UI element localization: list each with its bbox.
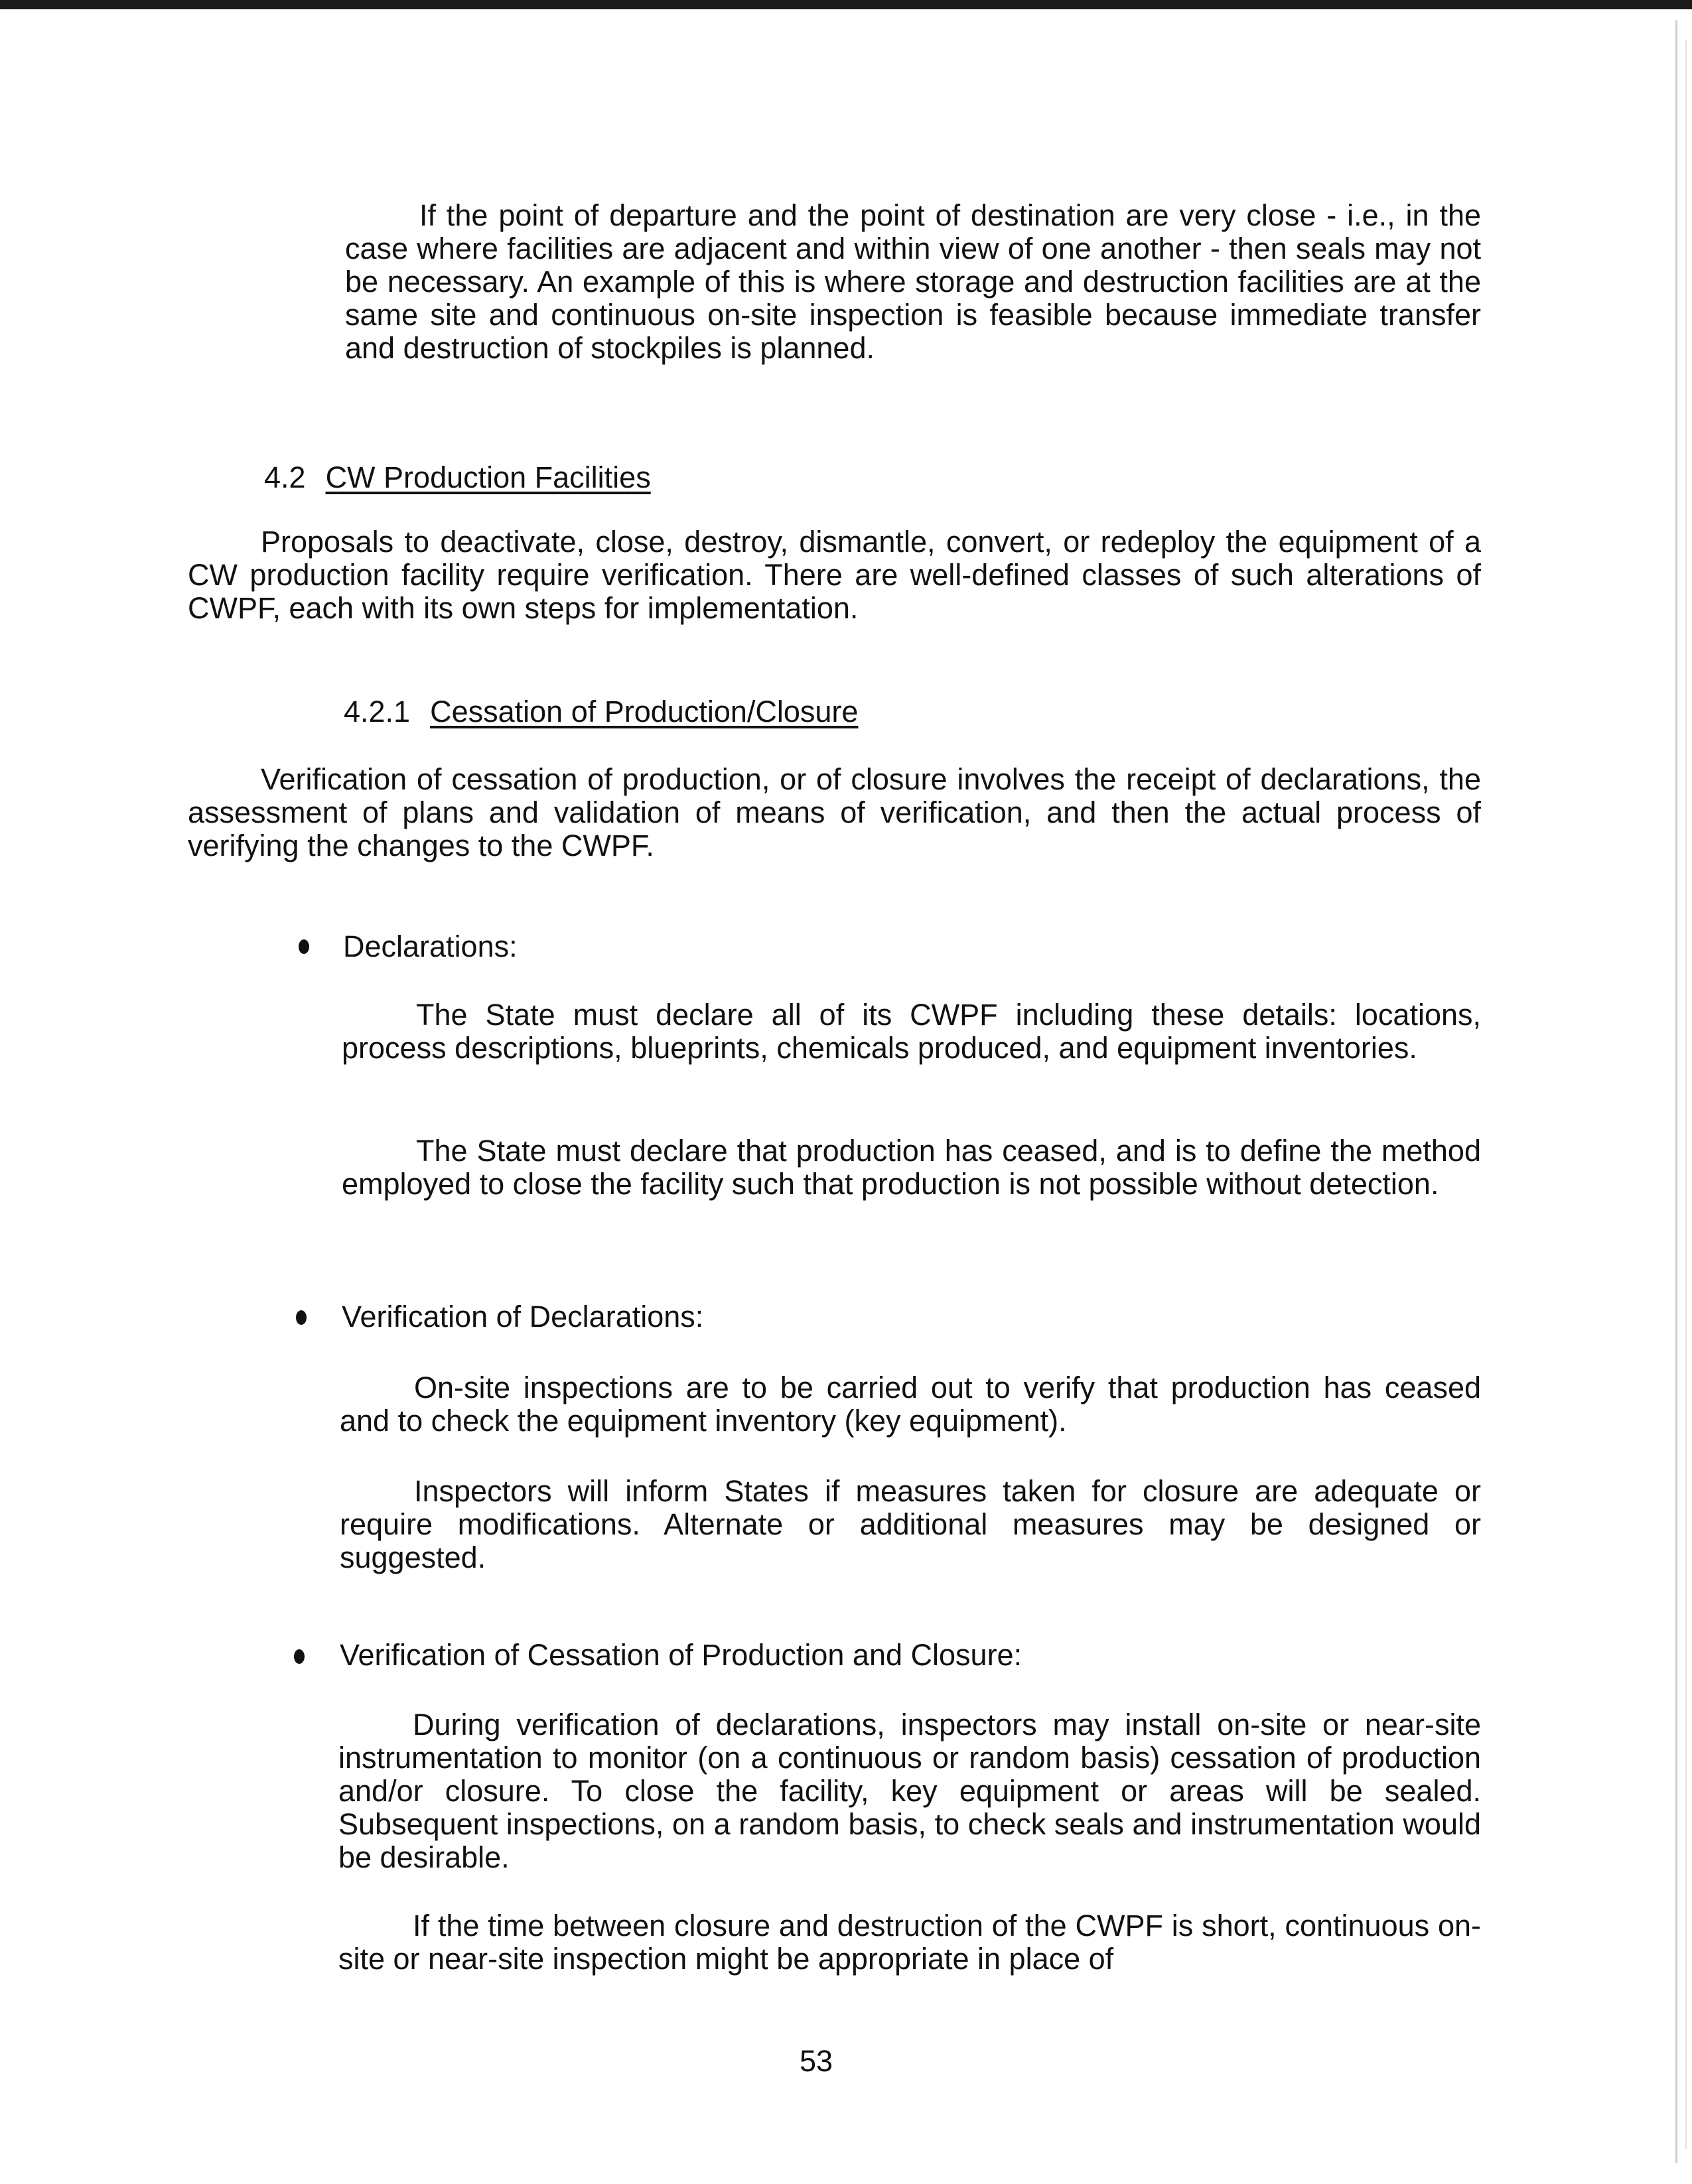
bullet-heading-verification-of-declarations: Verification of Declarations:	[342, 1300, 704, 1333]
section-4-2-paragraph: Proposals to deactivate, close, destroy, dismantle, convert, or redeploy the equipment of a CW production facility require verification. There are well-defined classes of such alterations of CWPF, each with its own steps for implementation.	[188, 525, 1481, 625]
bullet-icon	[296, 1310, 307, 1325]
bullet-paragraph: Inspectors will inform States if measures taken for closure are adequate or require modifications. Alternate or additional measures may be designed or suggested.	[340, 1474, 1481, 1574]
bullet-heading-declarations: Declarations:	[343, 929, 518, 963]
scan-right-edge-inner	[1685, 40, 1687, 2150]
section-number: 4.2	[264, 460, 306, 494]
section-title: CW Production Facilities	[325, 460, 651, 494]
section-title: Cessation of Production/Closure	[430, 695, 859, 728]
bullet-paragraph: The State must declare that production has ceased, and is to define the method employed to close the facility such that production is not possible without detection.	[342, 1134, 1481, 1201]
bullet-icon	[294, 1649, 305, 1664]
bullet-heading-verification-of-cessation: Verification of Cessation of Production and Closure:	[340, 1638, 1022, 1672]
section-4-2-1-paragraph: Verification of cessation of production, or of closure involves the receipt of declarations, the assessment of plans and validation of means of verification, and then the actual process of verifying the changes to the CWPF.	[188, 762, 1481, 862]
scan-top-border	[0, 0, 1692, 9]
section-4-2-heading	[264, 461, 651, 494]
bullet-icon	[299, 939, 309, 954]
page-number: 53	[799, 2044, 833, 2078]
bullet-paragraph: During verification of declarations, inspectors may install on-site or near-site instrumentation to monitor (on a continuous or random basis) cessation of production and/or closure. To close the facility, key equipment or areas will be sealed. Subsequent inspections, on a random basis, to check seals and instrumentation would be desirable.	[338, 1708, 1481, 1874]
section-number: 4.2.1	[344, 695, 411, 728]
bullet-paragraph: If the time between closure and destruction of the CWPF is short, continuous on-site or near-site inspection might be appropriate in place of	[338, 1909, 1481, 1976]
scan-right-edge	[1675, 20, 1677, 2163]
bullet-paragraph: The State must declare all of its CWPF including these details: locations, process descriptions, blueprints, chemicals produced, and equipment inventories.	[342, 998, 1481, 1065]
intro-paragraph: If the point of departure and the point of destination are very close - i.e., in the case where facilities are adjacent and within view of one another - then seals may not be necessary. An example of this is where storage and destruction facilities are at the same site and continuous on-site inspection is feasible because immediate transfer and destruction of stockpiles is planned.	[345, 198, 1481, 365]
bullet-paragraph: On-site inspections are to be carried out to verify that production has ceased and to check the equipment inventory (key equipment).	[340, 1371, 1481, 1438]
section-4-2-1-heading	[344, 695, 858, 728]
